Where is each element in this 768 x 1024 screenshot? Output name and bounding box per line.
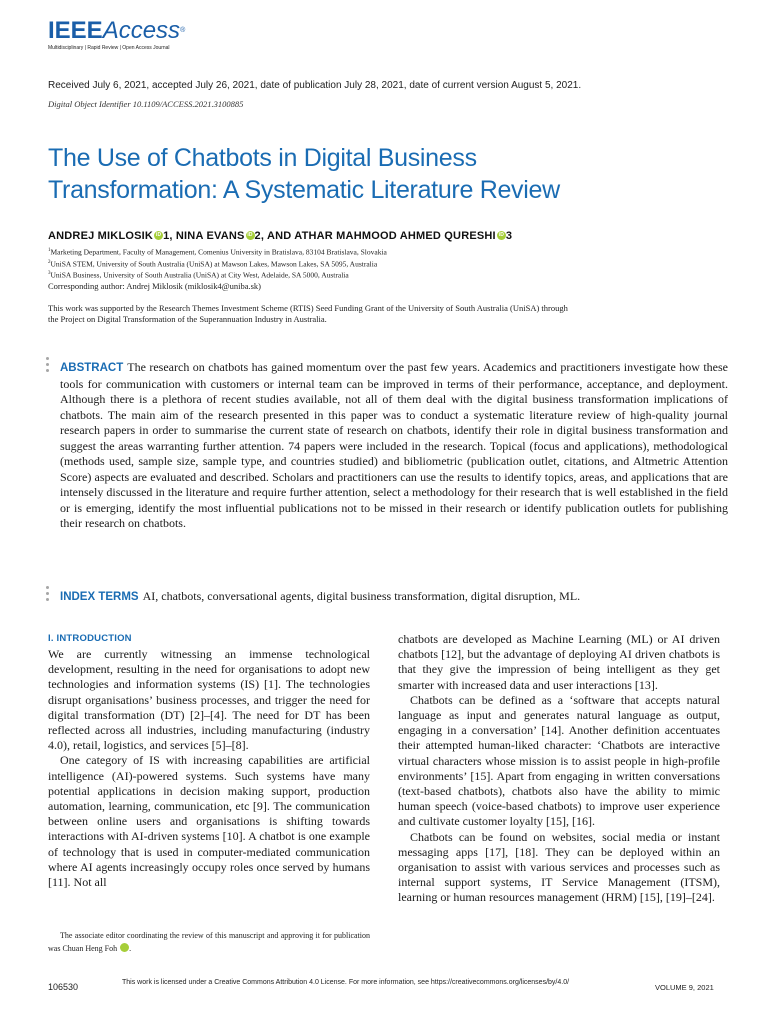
editor-footnote: The associate editor coordinating the review of this manuscript and approving it for publication was Chuan Heng Foh iD. (48, 931, 370, 953)
paragraph: Chatbots can be found on websites, social media or instant messaging apps [17], [18]. They can be deployed within an organisation to assist with various services and processes such as internal support systems, IT Service Management (ITSM), learning or human resources management (HRM) [15], [19]–[24]. (398, 829, 720, 905)
title-line-2: Transformation: A Systematic Literature Review (48, 176, 560, 204)
paragraph: chatbots are developed as Machine Learning (ML) or AI driven chatbots [12], but the advantage of deploying AI driven chatbots is that they give the impression of being intelligent as they get smarter with increased data and user interactions [13]. (398, 632, 720, 692)
logo-wordmark: IEEEAccess® (48, 17, 186, 44)
author-name: ATHAR MAHMOOD AHMED QURESHI (294, 230, 496, 242)
affiliations (48, 246, 387, 281)
author-list: ANDREJ MIKLOSIK iD 1, NINA EVANS iD 2, AND ATHAR MAHMOOD AHMED QURESHI iD 3 (48, 230, 513, 242)
affiliation: $^3$UniSA Business, University of South Australia (UniSA) at City West, Adelaide, SA 5000, Australia (48, 270, 349, 280)
author-affil-num: 2 (254, 230, 261, 242)
abstract-label: ABSTRACT (60, 362, 124, 374)
author-affil-num: 1 (163, 230, 170, 242)
author-name: NINA EVANS (175, 230, 245, 242)
affiliation: $^2$UniSA STEM, University of South Australia (UniSA) at Mawson Lakes, Mawson Lakes, SA 5095, Australia (48, 259, 378, 268)
section-heading: I. INTRODUCTION (48, 633, 132, 644)
paragraph: Chatbots can be defined as a ‘software that accepts natural language as input and generates natural language as output, engaging in a conversation’ [14]. Another definition accentuates their attempted human-liked character: ‘Chatbots are interactive virtual characters whose mission is to assist people in high-profile environments’ [15]. Apart from engaging in written conversations (text-based chatbots), chatbots also have the ability to mimic human speech (voice-based chatbots) to improve user experience and cultivate customer loyalty [15], [16]. (398, 692, 720, 829)
logo-tagline: Multidisciplinary | Rapid Review | Open Access Journal (48, 45, 170, 51)
author-name: ANDREJ MIKLOSIK (48, 230, 154, 242)
paragraph: One category of IS with increasing capabilities are artificial intelligence (AI)-powered systems. Such systems have many potential applications in decision making support, production automation, learning, communication, etc [9]. The communication between online users and organisations is shifting towards interactions with AI-driven systems [10]. A chatbot is one example of technology that is used in computer-mediated communication where AI agents increasingly occupy roles once served by humans [11]. Not all (48, 753, 370, 890)
paragraph: We are currently witnessing an immense technological development, resulting in the need for organisations to adopt new technologies and information systems (IS) [1]. The technologies disrupt organisations’ business processes, and trigger the need for digital transformation (DT) [2]–[4]. The need for DT has been reflected across all industries, including manufacturing (industry 4.0), retail, logistics, and services [5]–[8]. (48, 647, 370, 753)
abstract-marker-icon (46, 357, 50, 375)
funding-statement: This work was supported by the Research Themes Investment Scheme (RTIS) Seed Funding Grant of the University of South Australia (UniSA) through the Project on Digital Transformation of the Superannuation Industry in Australia. (48, 303, 568, 324)
right-column (398, 632, 720, 906)
index-terms (60, 589, 728, 606)
abstract-text: The research on chatbots has gained momentum over the past few years. Academics and practitioners investigate how these tools for communication with customers or internal team can be improved in terms of their performance, acceptance, and deployment. Although there is a plethora of recent studies available, not all of them deal with the digital business transformation implications of chatbots. The main aim of the research presented in this paper was to conduct a systematic literature review of high-quality journal research papers in order to summarise the current state of research on chatbots, identify their role in digital business transformation and suggest the areas warranting further attention. 74 papers were included in the research. Topical (focus and applications), methodological (methods used, sample size, sample type, and countries studied) and bibliometric (publication outlet, citations, and Altmetric Attention Score) aspects are evaluated and described. Scholars and practitioners can use the results to identify topics, areas, and applications that are intensely discussed in the literature and require further attention, select a methodology for their research that is well established in the field or is emerging, identify the most influential publications not to be missed in their research or identify publication outlets for publishing their research on chatbots. (60, 360, 728, 531)
orcid-icon[interactable]: iD (155, 232, 162, 238)
abstract (60, 360, 728, 532)
author-affil-num: 3 (505, 230, 513, 242)
orcid-icon[interactable]: iD (120, 943, 129, 952)
paper-title (48, 142, 728, 206)
doi-line: Digital Object Identifier 10.1109/ACCESS.2021.3100885 (48, 99, 244, 109)
index-terms-text: AI, chatbots, conversational agents, digital business transformation, digital disruption, ML. (142, 589, 581, 603)
page-number: 106530 (48, 982, 79, 992)
index-terms-label: INDEX TERMS (60, 591, 139, 603)
volume-info: VOLUME 9, 2021 (655, 983, 714, 992)
index-terms-marker-icon (46, 586, 50, 604)
title-line-1: The Use of Chatbots in Digital Business (48, 144, 477, 172)
journal-logo (48, 18, 185, 51)
orcid-icon[interactable]: iD (498, 232, 505, 238)
corresponding-author: Corresponding author: Andrej Miklosik (miklosik4@uniba.sk) (48, 281, 261, 291)
license-notice[interactable]: This work is licensed under a Creative Commons Attribution 4.0 License. For more information, see https://creativecommons.org/licenses/by/4.0/ (122, 979, 570, 986)
affiliation: $^1$Marketing Department, Faculty of Management, Comenius University in Bratislava, 83104 Bratislava, Slovakia (48, 247, 387, 257)
orcid-icon[interactable]: iD (247, 232, 253, 238)
left-column (48, 647, 370, 890)
received-dates: Received July 6, 2021, accepted July 26, 2021, date of publication July 28, 2021, date of current version August 5, 2021. (48, 80, 582, 91)
